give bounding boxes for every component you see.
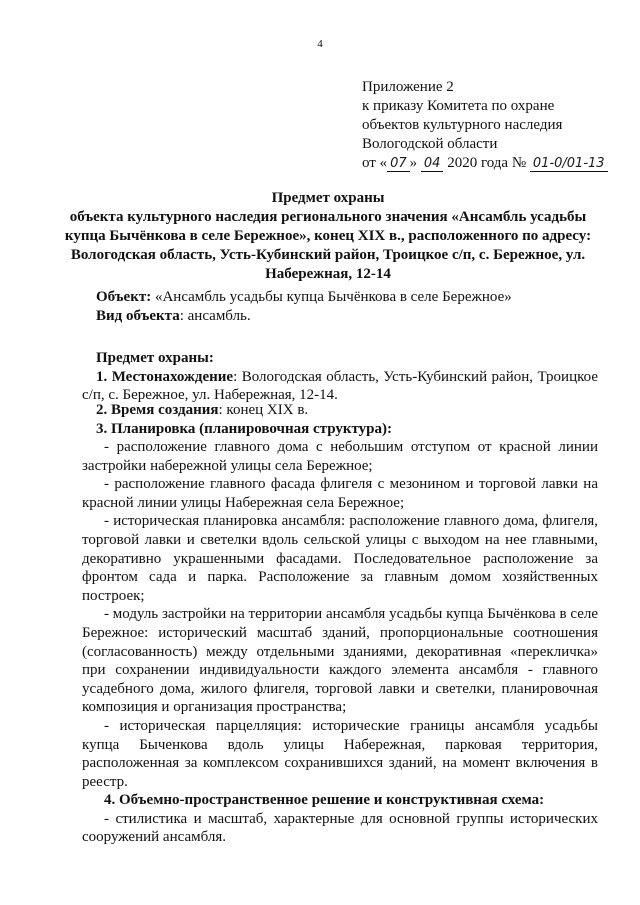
subject-heading: Предмет охраны: (96, 350, 214, 367)
object-type-value: : ансамбль. (179, 307, 251, 324)
layout-point-3: - историческая планировка ансамбля: расположение главного дома, флигеля, торговой лавки и светелки вдоль сельской улицы с выходом на нее главными, декоративно украшенными фасадами. Последовательное расположение за фронтом сада и парка. Расположение за главным домом хозяйственных построек; (82, 513, 598, 604)
time-line (82, 401, 598, 420)
appendix-line-1: Приложение 2 (362, 79, 454, 95)
date-year: 2020 года № (447, 155, 527, 171)
date-day-handwritten: 07 (387, 157, 410, 172)
object-type-label: Вид объекта (96, 307, 180, 324)
time-label: 2. Время создания (96, 402, 219, 418)
appendix-line-3: объектов культурного наследия (362, 117, 563, 133)
location-label: 1. Местонахождение (96, 368, 234, 385)
document-body-continued (82, 401, 598, 438)
date-month-handwritten: 04 (421, 157, 444, 172)
layout-point-4: - модуль застройки на территории ансамбля усадьбы купца Бычёнкова в селе Бережное: исторический масштаб зданий, пропорциональные соотношения (согласованность) между отдельными зданиями, декоративная «перекличка» при сохранении индивидуальности каждого элемента ансамбля - главного усадебного дома, жилого флигеля, торговой лавки и светелки, планировочная композиция и организация пространства; (82, 606, 598, 716)
appendix-header (362, 78, 622, 173)
volume-heading: 4. Объемно-пространственное решение и конструктивная схема: (104, 792, 545, 809)
title-line-1: Предмет охраны (271, 190, 385, 206)
layout-points (82, 438, 598, 847)
date-prefix: от « (362, 155, 388, 171)
object-type-line (82, 307, 598, 326)
object-value: «Ансамбль усадьбы купца Бычёнкова в селе Бережное» (151, 289, 512, 305)
title-rest: объекта культурного наследия регионального значения «Ансамбль усадьбы купца Бычёнкова в селе Бережное», конец XIX в., расположенного по адресу: Вологодская область, Усть-Кубинский район, Троицкое с/п, с. Бережное, ул. Набережная, 12-14 (64, 209, 592, 282)
location-line (18, 368, 598, 405)
date-mid: » (409, 155, 418, 171)
appendix-date-line (362, 154, 622, 173)
document-body (82, 288, 598, 405)
layout-point-1: - расположение главного дома с небольшим отступом от красной линии застройки набережной улицы села Бережное; (82, 439, 598, 474)
object-label: Объект: (96, 289, 152, 305)
time-value: : конец XIX в. (218, 402, 309, 418)
layout-point-2: - расположение главного фасада флигеля с мезонином и торговой лавки на красной линии улицы Набережная села Бережное; (82, 476, 598, 511)
document-title (58, 189, 598, 284)
location-value: : Вологодская область, Усть-Кубинский район, Троицкое с/п, с. Бережное, ул. Набережная, 12-14. (82, 368, 598, 404)
volume-point-1: - стилистика и масштаб, характерные для основной группы исторических сооружений ансамбля. (82, 810, 598, 846)
appendix-line-2: к приказу Комитета по охране (362, 98, 555, 114)
layout-point-5: - историческая парцелляция: исторические границы ансамбля усадьбы купца Быченкова вдоль улицы Набережная, парковая территория, расположенная за комплексом сохранившихся зданий, на момент включения в реестр. (82, 717, 598, 790)
spacer (82, 325, 598, 349)
appendix-line-4: Вологодской области (362, 136, 498, 152)
object-line (82, 288, 598, 307)
page-number: 4 (317, 38, 323, 50)
order-number-handwritten: 01-0/01-13 (530, 157, 608, 172)
layout-heading: 3. Планировка (планировочная структура): (96, 420, 392, 437)
